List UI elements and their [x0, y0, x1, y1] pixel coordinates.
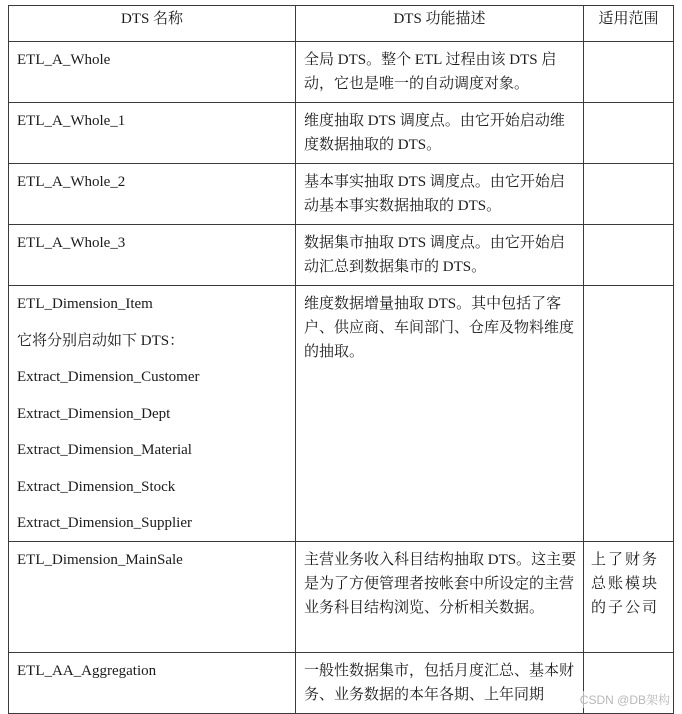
cell-name — [9, 286, 296, 542]
list-item: Extract_Dimension_Dept — [17, 405, 171, 422]
cell-desc: 数据集市抽取 DTS 调度点。由它开始启动汇总到数据集市的 DTS。 — [296, 225, 584, 286]
header-scope: 适用范围 — [584, 6, 674, 42]
table-row — [9, 653, 674, 714]
cell-scope: 上了财务总账模块的子公司 — [584, 542, 674, 653]
table-row — [9, 164, 674, 225]
header-row — [9, 6, 674, 42]
cell-name: ETL_Dimension_MainSale — [9, 542, 296, 653]
cell-desc: 全局 DTS。整个 ETL 过程由该 DTS 启动，它也是唯一的自动调度对象。 — [296, 42, 584, 103]
cell-name: ETL_A_Whole_2 — [9, 164, 296, 225]
cell-desc: 主营业务收入科目结构抽取 DTS。这主要是为了方便管理者按帐套中所设定的主营业务科目结构浏览、分析相关数据。 — [296, 542, 584, 653]
list-item: Extract_Dimension_Supplier — [17, 515, 192, 531]
table-row — [9, 225, 674, 286]
list-item: ETL_Dimension_Item — [17, 296, 153, 312]
cell-desc: 维度数据增量抽取 DTS。其中包括了客户、供应商、车间部门、仓库及物料维度的抽取。 — [296, 286, 584, 542]
cell-scope — [584, 42, 674, 103]
cell-desc: 基本事实抽取 DTS 调度点。由它开始启动基本事实数据抽取的 DTS。 — [296, 164, 584, 225]
table-row — [9, 286, 674, 542]
list-item: Extract_Dimension_Customer — [17, 369, 200, 385]
cell-name: ETL_A_Whole_1 — [9, 103, 296, 164]
header-dts-name: DTS 名称 — [9, 6, 296, 42]
cell-scope — [584, 225, 674, 286]
cell-scope — [584, 286, 674, 542]
cell-scope — [584, 103, 674, 164]
list-item: Extract_Dimension_Material — [17, 442, 192, 458]
cell-name: ETL_AA_Aggregation — [9, 653, 296, 714]
table-row — [9, 42, 674, 103]
cell-name: ETL_A_Whole — [9, 42, 296, 103]
cell-desc: 一般性数据集市，包括月度汇总、基本财务、业务数据的本年各期、上年同期 — [296, 653, 584, 714]
cell-name: ETL_A_Whole_3 — [9, 225, 296, 286]
dts-table — [8, 5, 674, 714]
cell-desc: 维度抽取 DTS 调度点。由它开始启动维度数据抽取的 DTS。 — [296, 103, 584, 164]
cell-scope — [584, 164, 674, 225]
table-row — [9, 103, 674, 164]
header-dts-desc: DTS 功能描述 — [296, 6, 584, 42]
dimension-dts-list — [9, 286, 295, 541]
table-row — [9, 542, 674, 653]
list-item: Extract_Dimension_Stock — [17, 478, 176, 495]
watermark: CSDN @DB架构 — [579, 693, 670, 707]
list-item: 它将分别启动如下 DTS： — [17, 332, 185, 349]
